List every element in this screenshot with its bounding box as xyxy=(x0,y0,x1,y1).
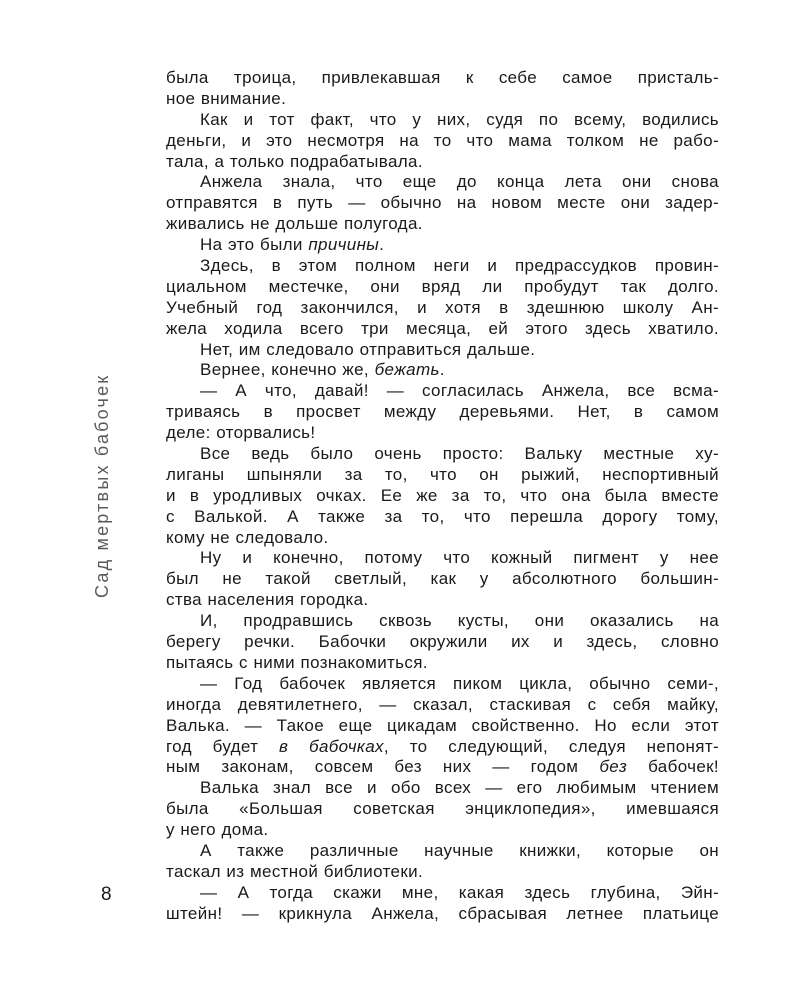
text-line xyxy=(166,778,719,799)
text-segment: Учебный год закончился, и хотя в здешнюю школу Ан- xyxy=(166,297,719,317)
text-segment: иногда девятилетнего, — сказал, стаскивая с себя майку, xyxy=(166,694,719,714)
text-segment: таскал из местной библиотеки. xyxy=(166,861,424,881)
text-segment: . xyxy=(439,360,445,380)
text-segment: ства населения городка. xyxy=(166,590,369,610)
text-segment: деньги, и это несмотря на то что мама толком не рабо- xyxy=(166,130,719,150)
text-segment: Все ведь было очень просто: Вальку местные ху- xyxy=(200,444,719,464)
text-segment: А также различные научные книжки, которые он xyxy=(200,840,719,860)
text-segment: На это были xyxy=(200,235,309,255)
page-number: 8 xyxy=(101,884,112,905)
italic-text: бежать xyxy=(374,360,440,380)
text-segment: была «Большая советская энциклопедия», имевшаяся xyxy=(166,799,719,819)
text-segment: И, продравшись сквозь кусты, они оказались на xyxy=(200,611,719,631)
text-line xyxy=(166,423,719,444)
text-line xyxy=(166,841,719,862)
text-line xyxy=(166,695,719,716)
text-line xyxy=(166,214,719,235)
text-segment: бабочек! xyxy=(627,757,720,777)
text-line xyxy=(166,256,719,277)
text-line xyxy=(166,883,719,904)
text-segment: и в уродливых очках. Ее же за то, что она была вместе xyxy=(166,485,719,505)
text-segment: берегу речки. Бабочки окружили их и здесь, словно xyxy=(166,632,719,652)
text-line xyxy=(166,716,719,737)
italic-text: в бабочках xyxy=(279,736,384,756)
text-line xyxy=(166,172,719,193)
text-line xyxy=(166,277,719,298)
text-segment: Нет, им следовало отправиться дальше. xyxy=(200,339,536,359)
text-segment: с Валькой. А также за то, что перешла дорогу тому, xyxy=(166,506,719,526)
text-segment: Валька. — Такое еще цикадам свойственно. Но если этот xyxy=(166,715,719,735)
text-line xyxy=(166,298,719,319)
text-segment: у него дома. xyxy=(166,820,269,840)
text-line xyxy=(166,737,719,758)
text-line xyxy=(166,402,719,423)
text-segment: был не такой светлый, как у абсолютного большин- xyxy=(166,569,719,589)
text-line xyxy=(166,507,719,528)
text-line xyxy=(166,360,719,381)
text-line xyxy=(166,340,719,361)
text-line xyxy=(166,152,719,173)
text-segment: Здесь, в этом полном неги и предрассудков провин- xyxy=(200,256,719,276)
text-line xyxy=(166,653,719,674)
text-segment: циальном местечке, они вряд ли пробудут так долго. xyxy=(166,276,719,296)
text-line xyxy=(166,110,719,131)
text-segment: . xyxy=(379,235,385,255)
text-line xyxy=(166,319,719,340)
text-line xyxy=(166,611,719,632)
text-line xyxy=(166,674,719,695)
text-segment: штейн! — крикнула Анжела, сбрасывая летнее платьице xyxy=(166,903,719,923)
text-line xyxy=(166,757,719,778)
text-line xyxy=(166,632,719,653)
text-segment: Анжела знала, что еще до конца лета они снова xyxy=(200,172,719,192)
text-line xyxy=(166,904,719,925)
italic-text: без xyxy=(599,757,628,777)
text-segment: живались не дольше полугода. xyxy=(166,214,423,234)
text-segment: год будет xyxy=(166,736,280,756)
text-segment: ным законам, совсем без них — годом xyxy=(166,757,600,777)
text-segment: тала, а только подрабатывала. xyxy=(166,151,423,171)
text-segment: лиганы шпыняли за то, что он рыжий, неспортивный xyxy=(166,464,719,484)
running-title: Сад мертвых бабочек xyxy=(92,373,112,598)
text-line xyxy=(166,569,719,590)
text-segment: была троица, привлекавшая к себе самое присталь- xyxy=(166,68,719,87)
text-segment: деле: оторвались! xyxy=(166,423,316,443)
text-segment: — А что, давай! — согласилась Анжела, все всма- xyxy=(200,381,719,401)
text-segment: отправятся в путь — обычно на новом месте они задер- xyxy=(166,193,719,213)
text-line xyxy=(166,193,719,214)
text-line xyxy=(166,235,719,256)
text-segment: Валька знал все и обо всех — его любимым чтением xyxy=(200,778,719,798)
text-segment: , то следующий, следуя непонят- xyxy=(383,736,719,756)
text-segment: Ну и конечно, потому что кожный пигмент у нее xyxy=(200,548,719,568)
text-line xyxy=(166,486,719,507)
italic-text: причины xyxy=(308,235,380,255)
text-segment: кому не следовало. xyxy=(166,527,329,547)
text-segment: триваясь в просвет между деревьями. Нет, в самом xyxy=(166,402,719,422)
body-text xyxy=(166,68,719,925)
text-line xyxy=(166,444,719,465)
text-line xyxy=(166,820,719,841)
text-line xyxy=(166,590,719,611)
text-line xyxy=(166,68,719,89)
text-line xyxy=(166,381,719,402)
text-segment: жела ходила всего три месяца, ей этого здесь хватило. xyxy=(166,318,719,338)
text-line xyxy=(166,465,719,486)
text-segment: Вернее, конечно же, xyxy=(200,360,375,380)
text-line xyxy=(166,799,719,820)
text-line xyxy=(166,528,719,549)
text-segment: Как и тот факт, что у них, судя по всему, водились xyxy=(200,109,719,129)
text-segment: пытаясь с ними познакомиться. xyxy=(166,652,428,672)
text-line xyxy=(166,548,719,569)
text-segment: ное внимание. xyxy=(166,88,287,108)
text-line xyxy=(166,862,719,883)
text-segment: — А тогда скажи мне, какая здесь глубина, Эйн- xyxy=(200,882,719,902)
text-segment: — Год бабочек является пиком цикла, обычно семи-, xyxy=(200,673,719,693)
text-line xyxy=(166,89,719,110)
text-line xyxy=(166,131,719,152)
